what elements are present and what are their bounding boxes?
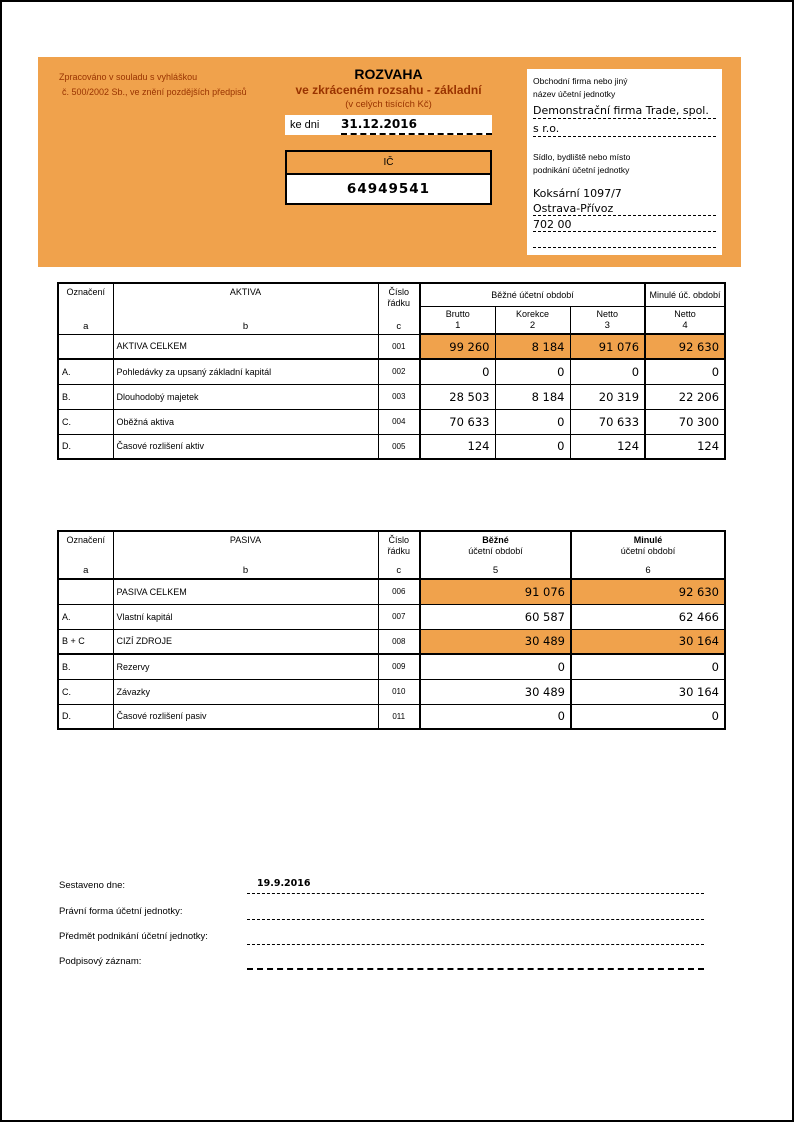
col-label: účetní období xyxy=(468,546,523,556)
value-brutto: 70 633 xyxy=(420,409,495,434)
col-number-6: 6 xyxy=(645,565,651,576)
value-brutto: 28 503 xyxy=(420,384,495,409)
table-row xyxy=(58,579,725,604)
value-current: 0 xyxy=(420,654,571,679)
value-netto-prev: 70 300 xyxy=(645,409,725,434)
row-code: 010 xyxy=(378,679,420,704)
row-name: Závazky xyxy=(113,679,378,704)
row-designation: D. xyxy=(58,434,113,459)
business-subject-line xyxy=(247,921,704,945)
unit-note: (v celých tisících Kč) xyxy=(345,99,432,110)
value-korekce: 8 184 xyxy=(495,384,570,409)
value-brutto: 99 260 xyxy=(420,334,495,359)
row-code: 007 xyxy=(378,604,420,629)
row-designation: A. xyxy=(58,359,113,384)
header-panel xyxy=(38,57,741,267)
row-designation: A. xyxy=(58,604,113,629)
row-name: Časové rozlišení pasiv xyxy=(113,704,378,729)
legal-form-row xyxy=(59,896,704,920)
pasiva-col-oznaceni xyxy=(58,531,113,579)
aktiva-subcol-korekce xyxy=(495,306,570,334)
subcol-number: 2 xyxy=(529,319,536,331)
table-row xyxy=(58,384,725,409)
row-designation xyxy=(58,334,113,359)
company-address-label-line1: Sídlo, bydliště nebo místo xyxy=(533,152,631,162)
form-title-block xyxy=(285,66,492,111)
table-row xyxy=(58,604,725,629)
regulation-note xyxy=(59,70,247,100)
table-row xyxy=(58,629,725,654)
col-label: AKTIVA xyxy=(229,287,262,297)
subcol-label: Korekce xyxy=(515,308,550,319)
value-netto-prev: 0 xyxy=(645,359,725,384)
aktiva-col-previous-period: Minulé úč. období xyxy=(645,283,725,306)
table-row xyxy=(58,679,725,704)
ic-value: 64949541 xyxy=(346,181,431,197)
row-name: Časové rozlišení aktiv xyxy=(113,434,378,459)
row-designation: D. xyxy=(58,704,113,729)
pasiva-col-row-number xyxy=(378,531,420,579)
as-of-date-row xyxy=(285,115,492,135)
value-brutto: 124 xyxy=(420,434,495,459)
col-label: Číslo xyxy=(388,535,409,545)
col-label: Označení xyxy=(66,287,106,297)
value-current: 30 489 xyxy=(420,679,571,704)
signature-line xyxy=(247,946,704,970)
row-designation xyxy=(58,579,113,604)
subcol-number: 1 xyxy=(455,319,461,331)
col-number-5: 5 xyxy=(492,565,499,576)
value-current: 30 489 xyxy=(420,629,571,654)
legal-form-line xyxy=(247,896,704,920)
compiled-date-row xyxy=(59,870,704,894)
pasiva-table xyxy=(57,530,726,730)
col-letter-a: a xyxy=(83,320,89,332)
signature-row xyxy=(59,946,704,970)
aktiva-table xyxy=(57,282,726,460)
signature-label: Podpisový záznam: xyxy=(59,956,142,967)
row-code: 006 xyxy=(378,579,420,604)
company-name-line1: Demonstrační firma Trade, spol. xyxy=(533,104,716,119)
company-address-line1: Koksární 1097/7 xyxy=(533,187,622,200)
regulation-note-line2: č. 500/2002 Sb., ve znění pozdějších předpisů xyxy=(62,87,247,97)
ic-box xyxy=(285,150,492,205)
col-letter-b: b xyxy=(242,320,249,332)
compiled-date-value: 19.9.2016 xyxy=(257,878,311,889)
pasiva-col-previous-period xyxy=(571,531,725,579)
value-netto-prev: 124 xyxy=(645,434,725,459)
row-name: Dlouhodobý majetek xyxy=(113,384,378,409)
value-netto: 20 319 xyxy=(570,384,645,409)
row-name: AKTIVA CELKEM xyxy=(113,334,378,359)
row-code: 003 xyxy=(378,384,420,409)
row-code: 001 xyxy=(378,334,420,359)
legal-form-label: Právní forma účetní jednotky: xyxy=(59,906,183,917)
subcol-number: 3 xyxy=(604,319,610,331)
value-previous: 30 164 xyxy=(571,679,725,704)
compiled-date-label: Sestaveno dne: xyxy=(59,880,126,891)
col-letter-b: b xyxy=(242,565,249,576)
value-current: 0 xyxy=(420,704,571,729)
subcol-label: Netto xyxy=(596,308,619,319)
subcol-number: 4 xyxy=(682,319,688,331)
business-subject-label: Předmět podnikání účetní jednotky: xyxy=(59,931,208,942)
company-address-line2: Ostrava-Přívoz xyxy=(533,202,716,216)
company-box-end-line xyxy=(533,232,716,248)
as-of-label: ke dni xyxy=(290,119,320,131)
aktiva-subcol-brutto xyxy=(420,306,495,334)
company-name-label-line1: Obchodní firma nebo jiný xyxy=(533,76,628,86)
row-code: 002 xyxy=(378,359,420,384)
value-korekce: 0 xyxy=(495,434,570,459)
row-name: PASIVA CELKEM xyxy=(113,579,378,604)
ic-label: IČ xyxy=(287,152,490,175)
row-code: 011 xyxy=(378,704,420,729)
row-code: 008 xyxy=(378,629,420,654)
col-label: Běžné xyxy=(482,535,509,545)
company-address-line3: 702 00 xyxy=(533,218,716,232)
value-brutto: 0 xyxy=(420,359,495,384)
aktiva-subcol-netto-prev xyxy=(645,306,725,334)
value-previous: 0 xyxy=(571,654,725,679)
value-netto: 124 xyxy=(570,434,645,459)
col-label: Minulé xyxy=(633,535,663,545)
as-of-date: 31.12.2016 xyxy=(341,115,492,135)
table-row xyxy=(58,359,725,384)
row-code: 005 xyxy=(378,434,420,459)
value-current: 60 587 xyxy=(420,604,571,629)
subcol-label: Brutto xyxy=(445,308,470,319)
spacer xyxy=(533,137,716,151)
col-label: účetní období xyxy=(620,546,676,556)
regulation-note-line1: Zpracováno v souladu s vyhláškou xyxy=(59,72,198,82)
form-title: ROZVAHA xyxy=(354,66,423,82)
company-name-label-line2: název účetní jednotky xyxy=(533,89,616,99)
col-letter-c: c xyxy=(396,565,402,576)
pasiva-col-title xyxy=(113,531,378,579)
col-letter-c: c xyxy=(396,320,402,332)
company-name-line2: s r.o. xyxy=(533,122,716,137)
row-designation: B. xyxy=(58,384,113,409)
table-row xyxy=(58,654,725,679)
value-current: 91 076 xyxy=(420,579,571,604)
form-subtitle: ve zkráceném rozsahu - základní xyxy=(295,83,482,97)
col-label: řádku xyxy=(387,546,410,556)
spacer xyxy=(533,177,716,185)
row-code: 009 xyxy=(378,654,420,679)
col-label: Číslo xyxy=(388,287,409,297)
col-label: řádku xyxy=(387,298,410,308)
col-label: PASIVA xyxy=(229,535,262,545)
value-previous: 30 164 xyxy=(571,629,725,654)
business-subject-row xyxy=(59,921,704,945)
table-row xyxy=(58,704,725,729)
row-name: Vlastní kapitál xyxy=(113,604,378,629)
col-label: Označení xyxy=(66,535,106,545)
value-netto-prev: 22 206 xyxy=(645,384,725,409)
row-name: Pohledávky za upsaný základní kapitál xyxy=(113,359,378,384)
row-name: Oběžná aktiva xyxy=(113,409,378,434)
row-name: CIZÍ ZDROJE xyxy=(113,629,378,654)
col-letter-a: a xyxy=(83,565,89,576)
row-designation: C. xyxy=(58,679,113,704)
table-row xyxy=(58,434,725,459)
company-address-label-line2: podnikání účetní jednotky xyxy=(533,165,630,175)
value-netto-prev: 92 630 xyxy=(645,334,725,359)
aktiva-col-oznaceni xyxy=(58,283,113,334)
aktiva-subcol-netto xyxy=(570,306,645,334)
value-netto: 0 xyxy=(570,359,645,384)
value-korekce: 0 xyxy=(495,359,570,384)
value-previous: 0 xyxy=(571,704,725,729)
aktiva-col-title xyxy=(113,283,378,334)
compiled-date-line xyxy=(247,870,704,894)
subcol-label: Netto xyxy=(674,308,696,319)
row-code: 004 xyxy=(378,409,420,434)
table-row xyxy=(58,334,725,359)
row-designation: B. xyxy=(58,654,113,679)
table-row xyxy=(58,409,725,434)
row-designation: C. xyxy=(58,409,113,434)
value-previous: 92 630 xyxy=(571,579,725,604)
aktiva-col-current-period: Běžné účetní období xyxy=(420,283,645,306)
row-name: Rezervy xyxy=(113,654,378,679)
value-previous: 62 466 xyxy=(571,604,725,629)
value-korekce: 0 xyxy=(495,409,570,434)
row-designation: B + C xyxy=(58,629,113,654)
pasiva-col-current-period xyxy=(420,531,571,579)
value-netto: 91 076 xyxy=(570,334,645,359)
value-netto: 70 633 xyxy=(570,409,645,434)
company-box xyxy=(527,69,722,255)
aktiva-col-row-number xyxy=(378,283,420,334)
value-korekce: 8 184 xyxy=(495,334,570,359)
